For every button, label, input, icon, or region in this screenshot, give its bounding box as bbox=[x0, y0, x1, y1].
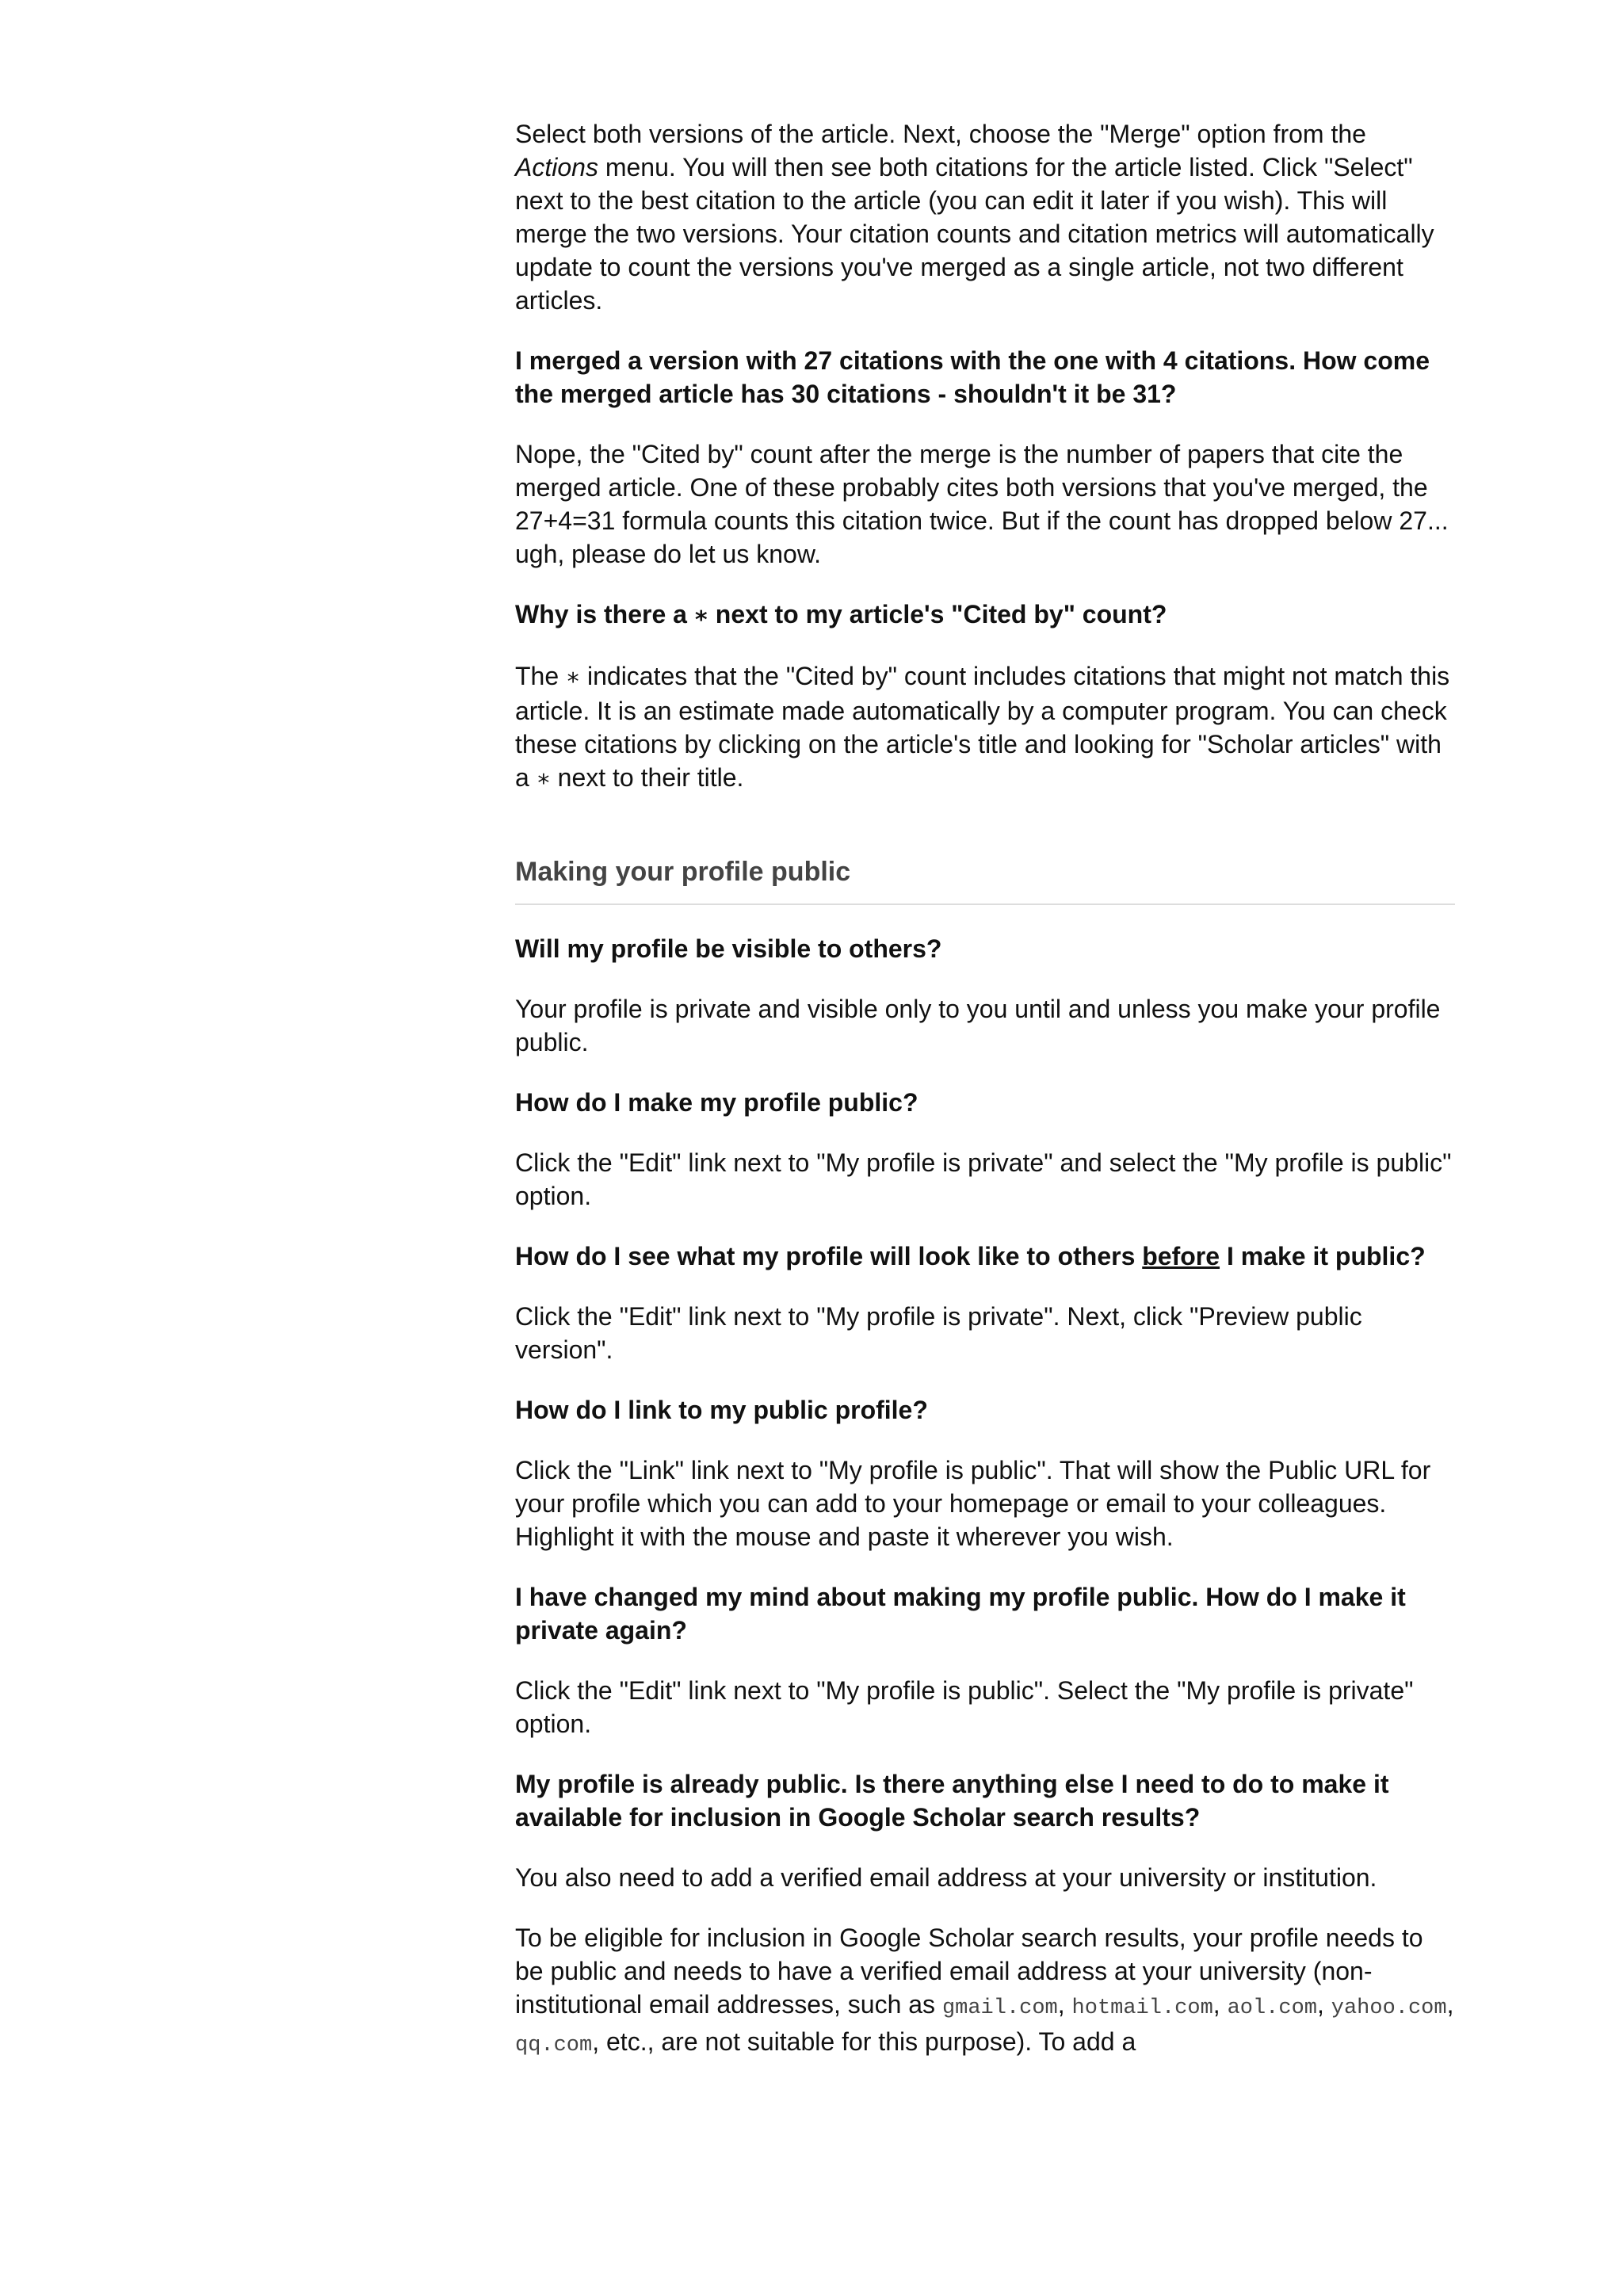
question-make-private: I have changed my mind about making my profile public. How do I make it private again? bbox=[515, 1583, 1406, 1645]
answer-eligibility bbox=[515, 1921, 1455, 2062]
question-link-profile: How do I link to my public profile? bbox=[515, 1396, 928, 1424]
answer-text: indicates that the "Cited by" count includes citations that might not match this article. It is an estimate made automatically by a computer program. You can check these citations by clicking on the article's title and looking for "Scholar articles" with a bbox=[515, 662, 1450, 792]
domain-qq: qq.com bbox=[515, 2034, 593, 2057]
question-text: How do I see what my profile will look like to others bbox=[515, 1242, 1143, 1270]
separator: , bbox=[1316, 1990, 1331, 2019]
answer-text: The bbox=[515, 662, 567, 690]
answer-verified-email: You also need to add a verified email address at your university or institution. bbox=[515, 1863, 1377, 1892]
domain-hotmail: hotmail.com bbox=[1071, 1996, 1213, 2020]
asterisk-icon: ∗ bbox=[566, 663, 581, 691]
question-asterisk bbox=[515, 598, 1455, 632]
answer-preview-profile: Click the "Edit" link next to "My profile is private". Next, click "Preview public version". bbox=[515, 1302, 1362, 1364]
question-preview-profile bbox=[515, 1240, 1455, 1273]
question-merged-citations: I merged a version with 27 citations with the one with 4 citations. How come the merged article has 30 citations - shouldn't it be 31? bbox=[515, 346, 1430, 408]
answer-text: , etc., are not suitable for this purpose). To add a bbox=[592, 2027, 1136, 2056]
answer-text: Select both versions of the article. Next, choose the "Merge" option from the bbox=[515, 120, 1366, 148]
question-text: I make it public? bbox=[1220, 1242, 1426, 1270]
help-document bbox=[515, 117, 1455, 2089]
question-text: next to my article's "Cited by" count? bbox=[708, 600, 1167, 628]
asterisk-icon: ∗ bbox=[693, 602, 708, 629]
answer-profile-visible: Your profile is private and visible only to you until and unless you make your profile public. bbox=[515, 995, 1441, 1056]
answer-make-private: Click the "Edit" link next to "My profile is public". Select the "My profile is private" option. bbox=[515, 1676, 1414, 1738]
answer-merge-versions bbox=[515, 117, 1455, 317]
answer-asterisk bbox=[515, 659, 1455, 796]
question-make-public: How do I make my profile public? bbox=[515, 1088, 918, 1117]
separator: , bbox=[1212, 1990, 1228, 2019]
answer-merged-citations: Nope, the "Cited by" count after the merge is the number of papers that cite the merged article. One of these probably cites both versions that you've merged, the 27+4=31 formula counts this citation twice. But if the count has dropped below 27... ugh, please do let us know. bbox=[515, 440, 1449, 568]
asterisk-icon: ∗ bbox=[536, 765, 551, 793]
domain-yahoo: yahoo.com bbox=[1331, 1996, 1447, 2020]
domain-gmail: gmail.com bbox=[941, 1996, 1058, 2020]
separator: , bbox=[1057, 1990, 1072, 2019]
domain-aol: aol.com bbox=[1227, 1996, 1317, 2020]
actions-menu-name: Actions bbox=[515, 153, 598, 181]
answer-text: next to their title. bbox=[550, 763, 744, 792]
section-heading-public-profile: Making your profile public bbox=[515, 854, 1455, 905]
question-text: Why is there a bbox=[515, 600, 694, 628]
question-profile-visible: Will my profile be visible to others? bbox=[515, 934, 942, 963]
answer-link-profile: Click the "Link" link next to "My profile is public". That will show the Public URL for your profile which you can add to your homepage or email to your colleagues. Highlight it with the mouse and paste it wherever you wish. bbox=[515, 1456, 1431, 1551]
emphasis-before: before bbox=[1142, 1242, 1220, 1270]
answer-text: To be eligible for inclusion in Google Scholar search results, your profile needs to be public and needs to have a verified email address at your university (non-institutional email addresses, such as bbox=[515, 1924, 1423, 2019]
answer-make-public: Click the "Edit" link next to "My profile is private" and select the "My profile is public" option. bbox=[515, 1148, 1452, 1210]
answer-text: menu. You will then see both citations for the article listed. Click "Select" next to the best citation to the article (you can edit it later if you wish). This will merge the two versions. Your citation counts and citation metrics will automatically update to count the versions you've merged as a single article, not two different articles. bbox=[515, 153, 1434, 315]
separator: , bbox=[1446, 1990, 1454, 2019]
question-scholar-inclusion: My profile is already public. Is there anything else I need to do to make it available for inclusion in Google Scholar search results? bbox=[515, 1770, 1389, 1832]
